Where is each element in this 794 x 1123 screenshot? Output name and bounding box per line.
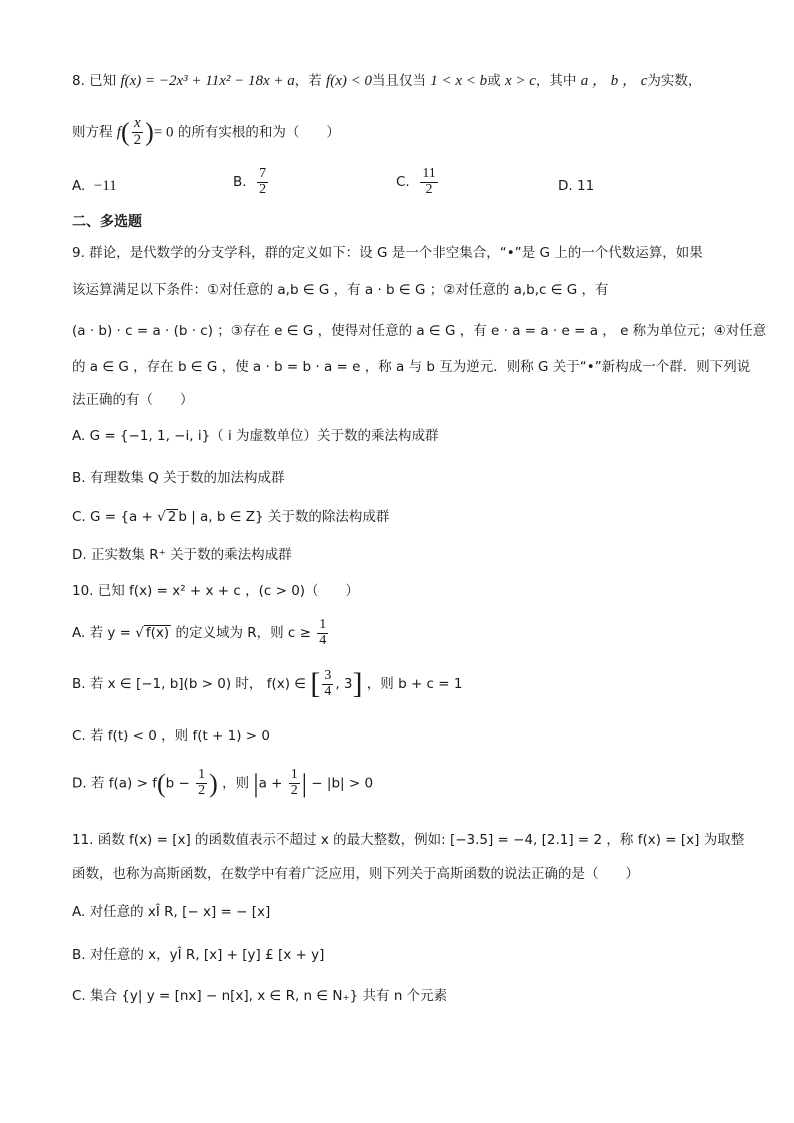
- q9-option-b[interactable]: B. 有理数集 Q 关于数的加法构成群: [72, 470, 285, 486]
- option-text: ，则: [217, 775, 254, 792]
- fraction: [257, 167, 268, 197]
- option-text: b | a, b ∈ Z} 关于数的除法构成群: [178, 509, 390, 525]
- q8-option-d[interactable]: [558, 178, 594, 194]
- option-text: C. G = {a +: [72, 509, 158, 525]
- option-label: A.: [72, 178, 86, 194]
- denominator: 2: [198, 783, 206, 799]
- q11-option-a[interactable]: A. 对任意的 xÎ R, [− x] = − [x]: [72, 904, 271, 920]
- equals-zero: = 0: [153, 124, 174, 141]
- option-text: − |b| > 0: [307, 775, 374, 792]
- fraction: [420, 167, 437, 197]
- q8-text: ，其中: [535, 73, 577, 89]
- q9-line2: 该运算满足以下条件：①对任意的 a,b ∈ G ，有 a · b ∈ G ；②对任意的 a,b,c ∈ G ，有: [72, 282, 609, 298]
- q9-line4: 的 a ∈ G ，存在 b ∈ G ，使 a · b = b · a = e ，称 a 与 b 互为逆元．则称 G 关于“•”新构成一个群．则下列说: [72, 359, 751, 375]
- paren: ): [145, 117, 154, 147]
- q8-vars: a ， b ， c: [580, 73, 648, 89]
- q9-line1: 9. 群论，是代数学的分支学科，群的定义如下：设 G 是一个非空集合，“•”是 G 上的一个代数运算，如果: [72, 245, 703, 261]
- q8-option-c[interactable]: [396, 167, 440, 197]
- q11-option-c[interactable]: C. 集合 {y| y = [nx] − n[x], x ∈ R, n ∈ N₊} 共有 n 个元素: [72, 988, 448, 1004]
- q10-option-a[interactable]: [72, 618, 330, 648]
- q11-line1: 11. 函数 f(x) = [x] 的函数值表示不超过 x 的最大整数，例如: [−3.5] = −4, [2.1] = 2 ，称 f(x) = [x] 为取整: [72, 832, 745, 848]
- option-text: , 3: [335, 675, 353, 692]
- q8-line2: [72, 116, 340, 149]
- q8-function: f(x) = −2x³ + 11x² − 18x + a: [120, 73, 295, 89]
- option-value: −11: [93, 178, 117, 194]
- paren: ): [209, 769, 218, 798]
- fraction: [317, 618, 328, 648]
- q8-interval: 1 < x < b: [430, 73, 488, 89]
- q10-option-d[interactable]: [72, 768, 373, 799]
- denominator: 4: [319, 632, 327, 648]
- sqrt-radicand: f(x): [145, 625, 170, 642]
- fraction: $\frac{x}{2}$: [133, 115, 142, 148]
- q10-line1: 10. 已知 f(x) = x² + x + c ，(c > 0)（ ）: [72, 583, 360, 599]
- numerator: 1: [319, 617, 327, 632]
- sqrt-symbol: √: [157, 509, 166, 525]
- denominator: 4: [324, 683, 332, 699]
- q9-line5: 法正确的有（ ）: [72, 392, 194, 408]
- q8-condition: f(x) < 0: [326, 73, 372, 89]
- option-text: ，则 b + c = 1: [362, 675, 463, 692]
- numerator: 1: [290, 767, 298, 783]
- fraction: [196, 768, 207, 798]
- q8-line1: [72, 72, 701, 90]
- option-label: C.: [396, 174, 410, 191]
- numerator: 3: [324, 667, 332, 683]
- bracket: [: [310, 667, 321, 700]
- q8-option-b[interactable]: [233, 167, 270, 197]
- option-text: A. 若 y =: [72, 625, 136, 642]
- denominator: 2: [290, 783, 298, 799]
- q8-equation: f: [116, 124, 121, 141]
- q8-text: 为实数，: [647, 73, 702, 89]
- option-label: B.: [233, 174, 247, 191]
- option-text: b −: [165, 775, 195, 792]
- sqrt-symbol: √: [135, 625, 144, 642]
- option-label: D. 11: [558, 178, 595, 194]
- q8-text: ，若: [294, 73, 322, 89]
- q11-line2: 函数，也称为高斯函数，在数学中有着广泛应用，则下列关于高斯函数的说法正确的是（ ）: [72, 866, 639, 882]
- q10-option-c[interactable]: C. 若 f(t) < 0 ，则 f(t + 1) > 0: [72, 728, 270, 744]
- q11-option-b[interactable]: B. 对任意的 x，yÎ R, [x] + [y] £ [x + y]: [72, 947, 325, 963]
- q9-option-c[interactable]: [72, 509, 389, 525]
- section-title: 二、多选题: [72, 214, 142, 230]
- q9-option-a[interactable]: A. G = {−1, 1, −i, i}（ i 为虚数单位）关于数的乘法构成群: [72, 428, 439, 444]
- option-text: 的定义域为 R，则 c ≥: [171, 625, 316, 642]
- fraction: [289, 768, 300, 798]
- option-text: B. 若 x ∈ [−1, b](b > 0) 时， f(x) ∈: [72, 675, 311, 692]
- sqrt-radicand: 2: [167, 509, 177, 525]
- q8-text: 则方程: [72, 124, 113, 141]
- q8-option-a[interactable]: [72, 178, 117, 195]
- q8-text: 或: [487, 73, 501, 89]
- q8-interval: x > c: [504, 73, 536, 89]
- option-text: a +: [258, 775, 287, 792]
- abs-bar: |: [301, 769, 307, 798]
- paren: (: [120, 117, 130, 147]
- numerator: 7: [259, 166, 267, 181]
- denominator: 2: [259, 181, 267, 197]
- numerator: 11: [422, 166, 436, 181]
- abs-bar: |: [253, 769, 259, 798]
- q10-option-b[interactable]: [72, 666, 462, 702]
- denominator: 2: [425, 181, 433, 197]
- fraction: [322, 669, 333, 699]
- q9-line3: (a · b) · c = a · (b · c) ；③存在 e ∈ G ，使得对任意的 a ∈ G ，有 e · a = a · e = a ， e 称为单位元；④对任意: [72, 323, 767, 339]
- paren: (: [156, 769, 166, 798]
- bracket: ]: [352, 667, 363, 700]
- q8-text: 当且仅当: [371, 73, 426, 89]
- q8-text: 的所有实根的和为（ ）: [177, 124, 340, 141]
- option-text: D. 若 f(a) > f: [72, 775, 157, 792]
- q9-option-d[interactable]: D. 正实数集 R⁺ 关于数的乘法构成群: [72, 547, 292, 563]
- q8-intro: 8. 已知: [72, 73, 117, 89]
- numerator: 1: [198, 767, 206, 783]
